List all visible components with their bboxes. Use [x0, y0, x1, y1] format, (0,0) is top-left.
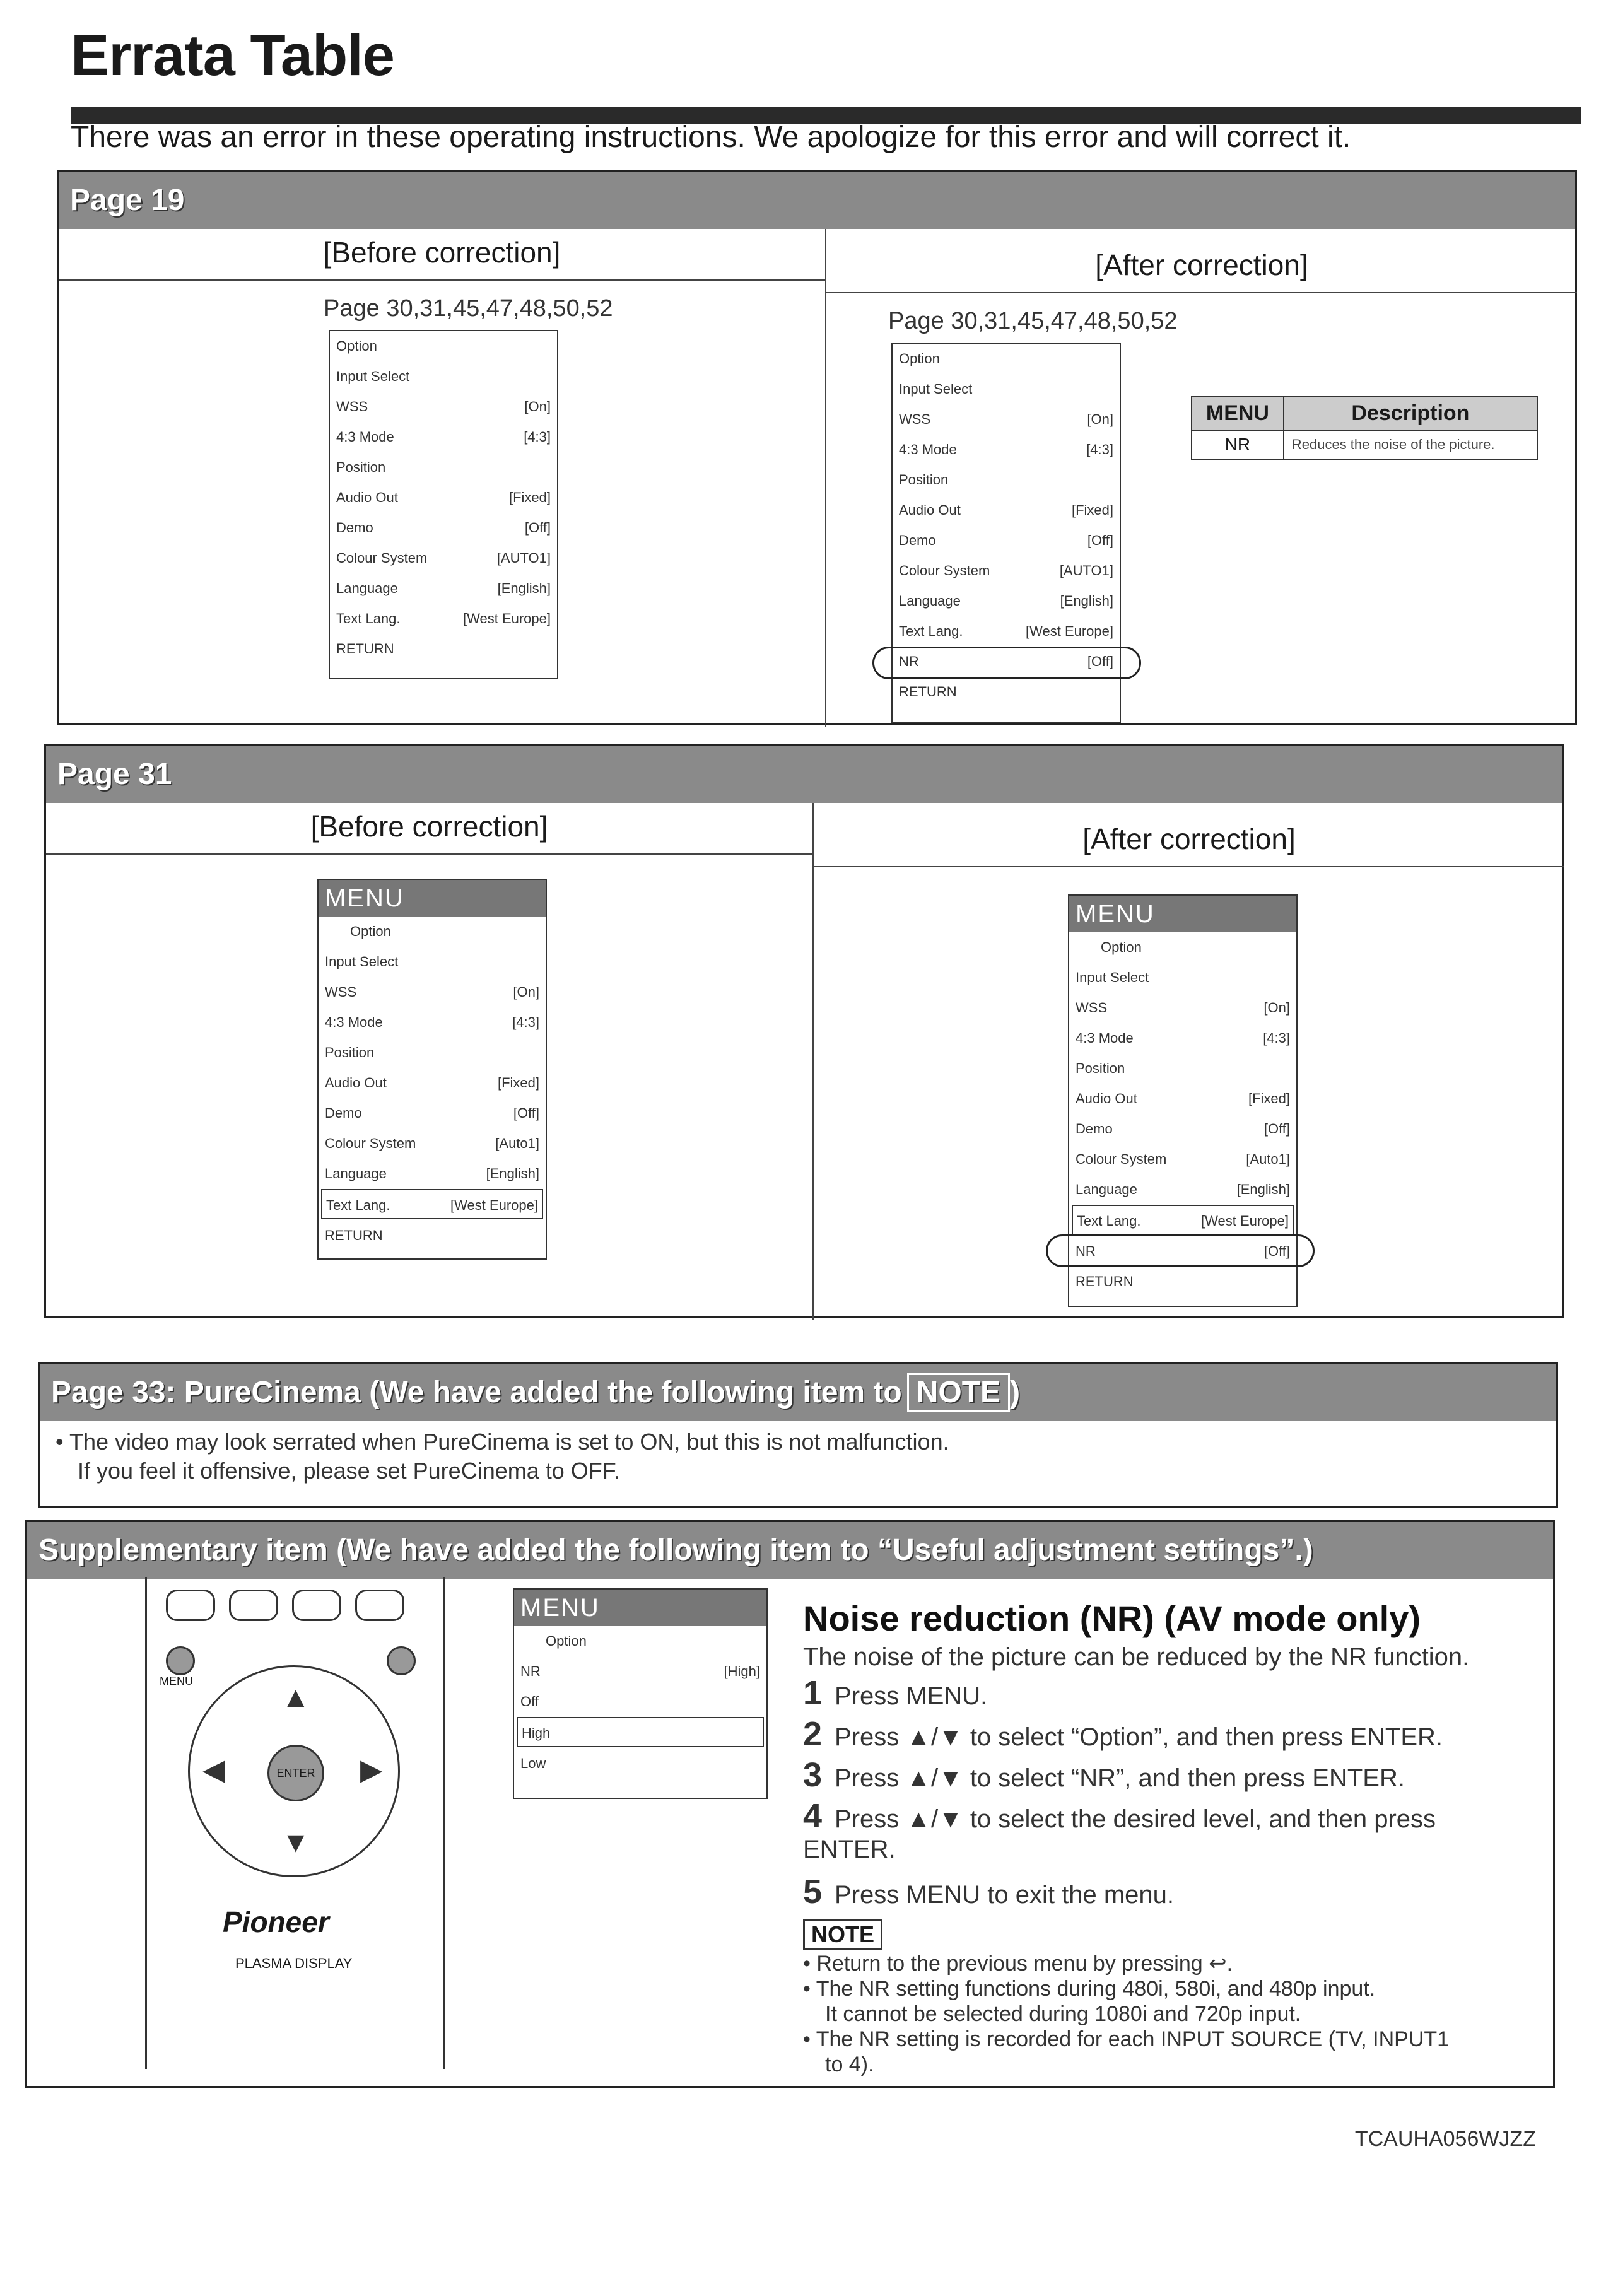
- menu-row: Demo [Off]: [336, 520, 551, 536]
- remote-button: [292, 1590, 341, 1621]
- menu-row: Audio Out [Fixed]: [899, 502, 1113, 518]
- menu-row: 4:3 Mode [4:3]: [899, 442, 1113, 457]
- note-item: It cannot be selected during 1080i and 720p input.: [825, 2002, 1301, 2026]
- menu-row: Demo [Off]: [899, 532, 1113, 548]
- remote-button: [166, 1590, 215, 1621]
- menu-row: Text Lang. [West Europe]: [321, 1189, 543, 1219]
- before-label: [Before correction]: [59, 235, 825, 281]
- section-header: Page 19: [59, 172, 1575, 229]
- step-1: 1 Press MENU.: [803, 1674, 988, 1712]
- menu-row: Low: [520, 1755, 546, 1771]
- menu-row: WSS [On]: [1076, 1000, 1290, 1016]
- step-4: 4 Press ▲/▼ to select the desired level, and then press ENTER.: [803, 1797, 1436, 1863]
- column-divider: [812, 803, 814, 1320]
- menu-row: Demo [Off]: [1076, 1121, 1290, 1137]
- section-header: Page 31: [46, 746, 1562, 803]
- purecinema-note-line1: • The video may look serrated when PureCinema is set to ON, but this is not malfunction.: [56, 1429, 949, 1455]
- menu-row: WSS [On]: [325, 984, 539, 1000]
- remote-button: [229, 1590, 278, 1621]
- pioneer-logo: Pioneer: [223, 1906, 329, 1938]
- note-item: • The NR setting is recorded for each INPUT SOURCE (TV, INPUT1: [803, 2027, 1450, 2051]
- menu-row: Audio Out [Fixed]: [325, 1075, 539, 1091]
- menu-after: MENU Option Input Select WSS [On] 4:3 Mode [4:3] Position Audio Out [Fixed] Demo [Off] Colour System [Auto1] Language [English] Text Lang. [West Europe] NR [Off] RETURN: [1068, 894, 1298, 1307]
- menu-row: Input Select: [899, 381, 973, 397]
- after-label: [After correction]: [826, 248, 1577, 293]
- menu-row: Language [English]: [1076, 1181, 1290, 1197]
- menu-row: Colour System [Auto1]: [1076, 1151, 1290, 1167]
- dpad: [188, 1665, 400, 1877]
- plasma-display-label: PLASMA DISPLAY: [235, 1955, 353, 1971]
- menu-nr-row: NR [Off]: [899, 653, 1113, 669]
- menu-row: Option: [1101, 939, 1142, 955]
- menu-row: RETURN: [336, 641, 394, 657]
- menu-row: Input Select: [1076, 969, 1149, 985]
- menu-row: WSS [On]: [336, 399, 551, 414]
- menu-before: MENU Option Input Select WSS [On] 4:3 Mode [4:3] Position Audio Out [Fixed] Demo [Off] Colour System [Auto1] Language [English] Text Lang. [West Europe] RETURN: [317, 879, 547, 1260]
- arrow-left-icon: ◀: [202, 1753, 225, 1786]
- section-page-33: [38, 1362, 1558, 1508]
- menu-row: Colour System [AUTO1]: [336, 550, 551, 566]
- menu-row: Position: [336, 459, 386, 475]
- menu-row: RETURN: [325, 1227, 383, 1243]
- menu-row: RETURN: [899, 684, 957, 700]
- menu-row: WSS [On]: [899, 411, 1113, 427]
- section-header: Page 33: PureCinema (We have added the following item to NOTE ): [40, 1364, 1556, 1421]
- menu-row: Text Lang. [West Europe]: [336, 611, 551, 626]
- menu-row: 4:3 Mode [4:3]: [325, 1014, 539, 1030]
- page-title: Errata Table: [71, 23, 394, 88]
- menu-row: Language [English]: [899, 593, 1113, 609]
- return-button: [387, 1646, 416, 1675]
- section-page-31: [44, 744, 1564, 1318]
- menu-row: Text Lang. [West Europe]: [899, 623, 1113, 639]
- nr-intro: The noise of the picture can be reduced by the NR function.: [803, 1643, 1470, 1671]
- section-header: Supplementary item (We have added the following item to “Useful adjustment settings”.): [27, 1522, 1553, 1579]
- menu-row: NR [Off]: [1076, 1243, 1290, 1259]
- note-item: • Return to the previous menu by pressing ↩.: [803, 1952, 1233, 1976]
- menu-row: Audio Out [Fixed]: [1076, 1091, 1290, 1106]
- menu-row: Option: [899, 351, 940, 366]
- menu-row: Text Lang. [West Europe]: [1072, 1205, 1294, 1235]
- highlight-oval: [872, 647, 1141, 679]
- page-ref-before: Page 30,31,45,47,48,50,52: [324, 295, 613, 322]
- note-item: • The NR setting functions during 480i, 580i, and 480p input.: [803, 1977, 1376, 2001]
- menu-button: [166, 1646, 195, 1675]
- menu-row: NR [High]: [520, 1663, 760, 1679]
- menu-row: Audio Out [Fixed]: [336, 489, 551, 505]
- step-5: 5 Press MENU to exit the menu.: [803, 1873, 1175, 1911]
- note-item: to 4).: [825, 2053, 874, 2076]
- note-label: NOTE: [803, 1919, 882, 1950]
- menu-row: Position: [325, 1045, 375, 1060]
- menu-row: High: [517, 1717, 764, 1747]
- menu-row: Demo [Off]: [325, 1105, 539, 1121]
- menu-row: Language [English]: [336, 580, 551, 596]
- column-divider: [825, 229, 826, 727]
- page-ref-after: Page 30,31,45,47,48,50,52: [888, 308, 1178, 334]
- menu-row: Colour System [AUTO1]: [899, 563, 1113, 578]
- menu-before: [329, 330, 558, 679]
- description-table: MENU Description NR Reduces the noise of the picture.: [1191, 396, 1538, 460]
- menu-row: 4:3 Mode [4:3]: [1076, 1030, 1290, 1046]
- intro-text: There was an error in these operating instructions. We apologize for this error and will correct it.: [71, 120, 1351, 154]
- section-page-19: [57, 170, 1577, 725]
- menu-row: Option: [350, 923, 391, 939]
- step-3: 3 Press ▲/▼ to select “NR”, and then press ENTER.: [803, 1756, 1405, 1794]
- menu-row: Position: [899, 472, 949, 488]
- after-label: [After correction]: [814, 822, 1564, 867]
- menu-row: Option: [546, 1633, 587, 1649]
- nr-menu: MENU Option NR [High] Off High Low: [513, 1588, 768, 1799]
- highlight-oval: [1046, 1234, 1315, 1267]
- menu-row: Input Select: [325, 954, 399, 969]
- enter-button: ENTER: [267, 1745, 324, 1801]
- arrow-up-icon: ▲: [281, 1680, 310, 1713]
- menu-button-label: MENU: [160, 1675, 193, 1687]
- footer-code: TCAUHA056WJZZ: [1354, 2127, 1536, 2151]
- purecinema-note-line2: If you feel it offensive, please set PureCinema to OFF.: [78, 1458, 620, 1484]
- menu-row: Language [English]: [325, 1166, 539, 1181]
- remote-button: [355, 1590, 404, 1621]
- note-inline-label: NOTE: [907, 1373, 1010, 1412]
- arrow-down-icon: ▼: [281, 1825, 310, 1858]
- menu-row: 4:3 Mode [4:3]: [336, 429, 551, 445]
- nr-title: Noise reduction (NR) (AV mode only): [803, 1598, 1421, 1638]
- menu-row: RETURN: [1076, 1274, 1134, 1289]
- step-2: 2 Press ▲/▼ to select “Option”, and then press ENTER.: [803, 1715, 1443, 1753]
- menu-option: Option: [336, 338, 377, 354]
- arrow-right-icon: ▶: [360, 1753, 383, 1786]
- menu-row: Position: [1076, 1060, 1125, 1076]
- menu-row: Off: [520, 1694, 539, 1709]
- before-label: [Before correction]: [46, 809, 812, 855]
- menu-item: Input Select: [336, 368, 410, 384]
- menu-row: Colour System [Auto1]: [325, 1135, 539, 1151]
- remote-illustration: [145, 1577, 445, 2069]
